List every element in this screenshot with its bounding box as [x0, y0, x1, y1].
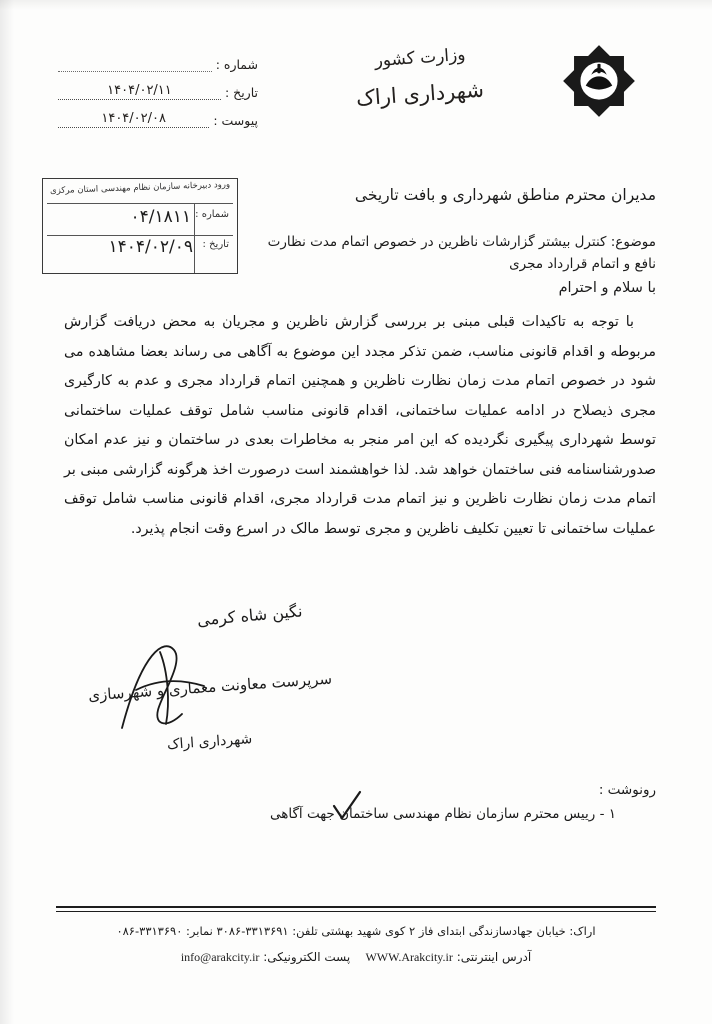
footer-web-label: آدرس اینترنتی: [456, 950, 532, 964]
date-label: تاریخ : [224, 85, 258, 100]
date-value: ۱۴۰۴/۰۲/۱۱ [58, 83, 221, 100]
handwritten-signature-icon [112, 632, 242, 742]
cc-item: ۱ - رییس محترم سازمان نظام مهندسی ساختمان جهت آگاهی [270, 806, 616, 822]
stamp-number-label: شماره : [195, 209, 229, 220]
letterhead [0, 26, 712, 146]
signer-title: سرپرست معاونت معماری و شهرسازی [87, 669, 333, 705]
stamp-date-value: ۱۴۰۴/۰۲/۰۹ [108, 237, 193, 257]
municipality-label: شهرداری اراک [355, 77, 485, 111]
footer-divider-thick [56, 906, 656, 908]
signer-organization: شهرداری اراک [166, 731, 253, 753]
number-label: شماره : [215, 57, 258, 72]
footer-mail-label: پست الکترونیکی: [263, 950, 351, 964]
meta-row-attachment [58, 100, 258, 128]
footer-web-value[interactable]: WWW.Arakcity.ir [365, 950, 453, 964]
stamp-number-value: ۰۴/۱۸۱۱ [130, 207, 191, 227]
number-value [58, 55, 212, 72]
subject-line: موضوع: کنترل بیشتر گزارشات ناظرین در خصوص اتمام مدت نظارت نافع و اتمام قرارداد مجری [267, 234, 656, 272]
meta-row-number [58, 44, 258, 72]
stamp-organization: ورود دبیرخانه سازمان نظام مهندسی استان مرکزی [49, 179, 231, 197]
page-edge-shadow-left [0, 0, 14, 1024]
addressee-line: مدیران محترم مناطق شهرداری و بافت تاریخی [354, 186, 656, 204]
footer-divider-thin [56, 911, 656, 912]
signature-block [0, 598, 712, 768]
document-meta [58, 44, 258, 128]
footer-contacts [0, 950, 712, 965]
ministry-label: وزارت کشور [373, 44, 467, 72]
stamp-date-label: تاریخ : [202, 239, 229, 250]
cc-title: رونوشت : [598, 782, 656, 798]
municipality-emblem-icon [560, 42, 638, 120]
page-edge-shadow-top [0, 0, 712, 10]
salutation-line: با سلام و احترام [558, 280, 656, 296]
check-mark-icon [330, 790, 364, 824]
letter-body: با توجه به تاکیدات قبلی مبنی بر بررسی گزارش ناظرین و مجریان به محض دریافت گزارش مربوطه و اقدام قانونی مناسب، ضمن تذکر مجدد این موضوع به آگاهی می رساند بعضا مشاهده می شود در خصوص اتمام مدت زمان نظارت ناظرین و همچنین اتمام قرارداد مجری و عدم به کارگیری مجری ذیصلاح در ادامه عملیات ساختمانی، اقدام قانونی مناسب شامل توقف عملیات ساختمانی توسط شهرداری پیگیری نگردیده که این امر منجر به مخاطرات بعدی در ساختمان و نیز عدم امکان صدورشناسنامه فنی ساختمان خواهد شد. لذا خواهشمند است درصورت اخذ هرگونه گزارشی مبنی بر اتمام مدت زمان نظارت ناظرین و نیز اتمام مدت قرارداد مجری، اقدام قانونی مناسب شامل توقف عملیات ساختمانی تا تعیین تکلیف ناظرین و مجری توسط مالک در اسرع وقت انجام پذیرد. [64, 314, 656, 537]
attachment-value: ۱۴۰۴/۰۲/۰۸ [58, 111, 209, 128]
signer-name: نگین شاه کرمی [195, 601, 303, 630]
footer-mail-value[interactable]: info@arakcity.ir [180, 950, 260, 964]
attachment-label: پیوست : [213, 113, 258, 128]
meta-row-date [58, 72, 258, 100]
footer-address: اراک: خیابان جهادسازندگی ابتدای فاز ۲ کوی شهید بهشتی تلفن: ۳۳۱۳۶۹۱-۳۰۸۶ نمابر: ۳۳۱۳۶۹۰-۰۸۶ [116, 924, 596, 938]
organization-name [320, 44, 520, 111]
